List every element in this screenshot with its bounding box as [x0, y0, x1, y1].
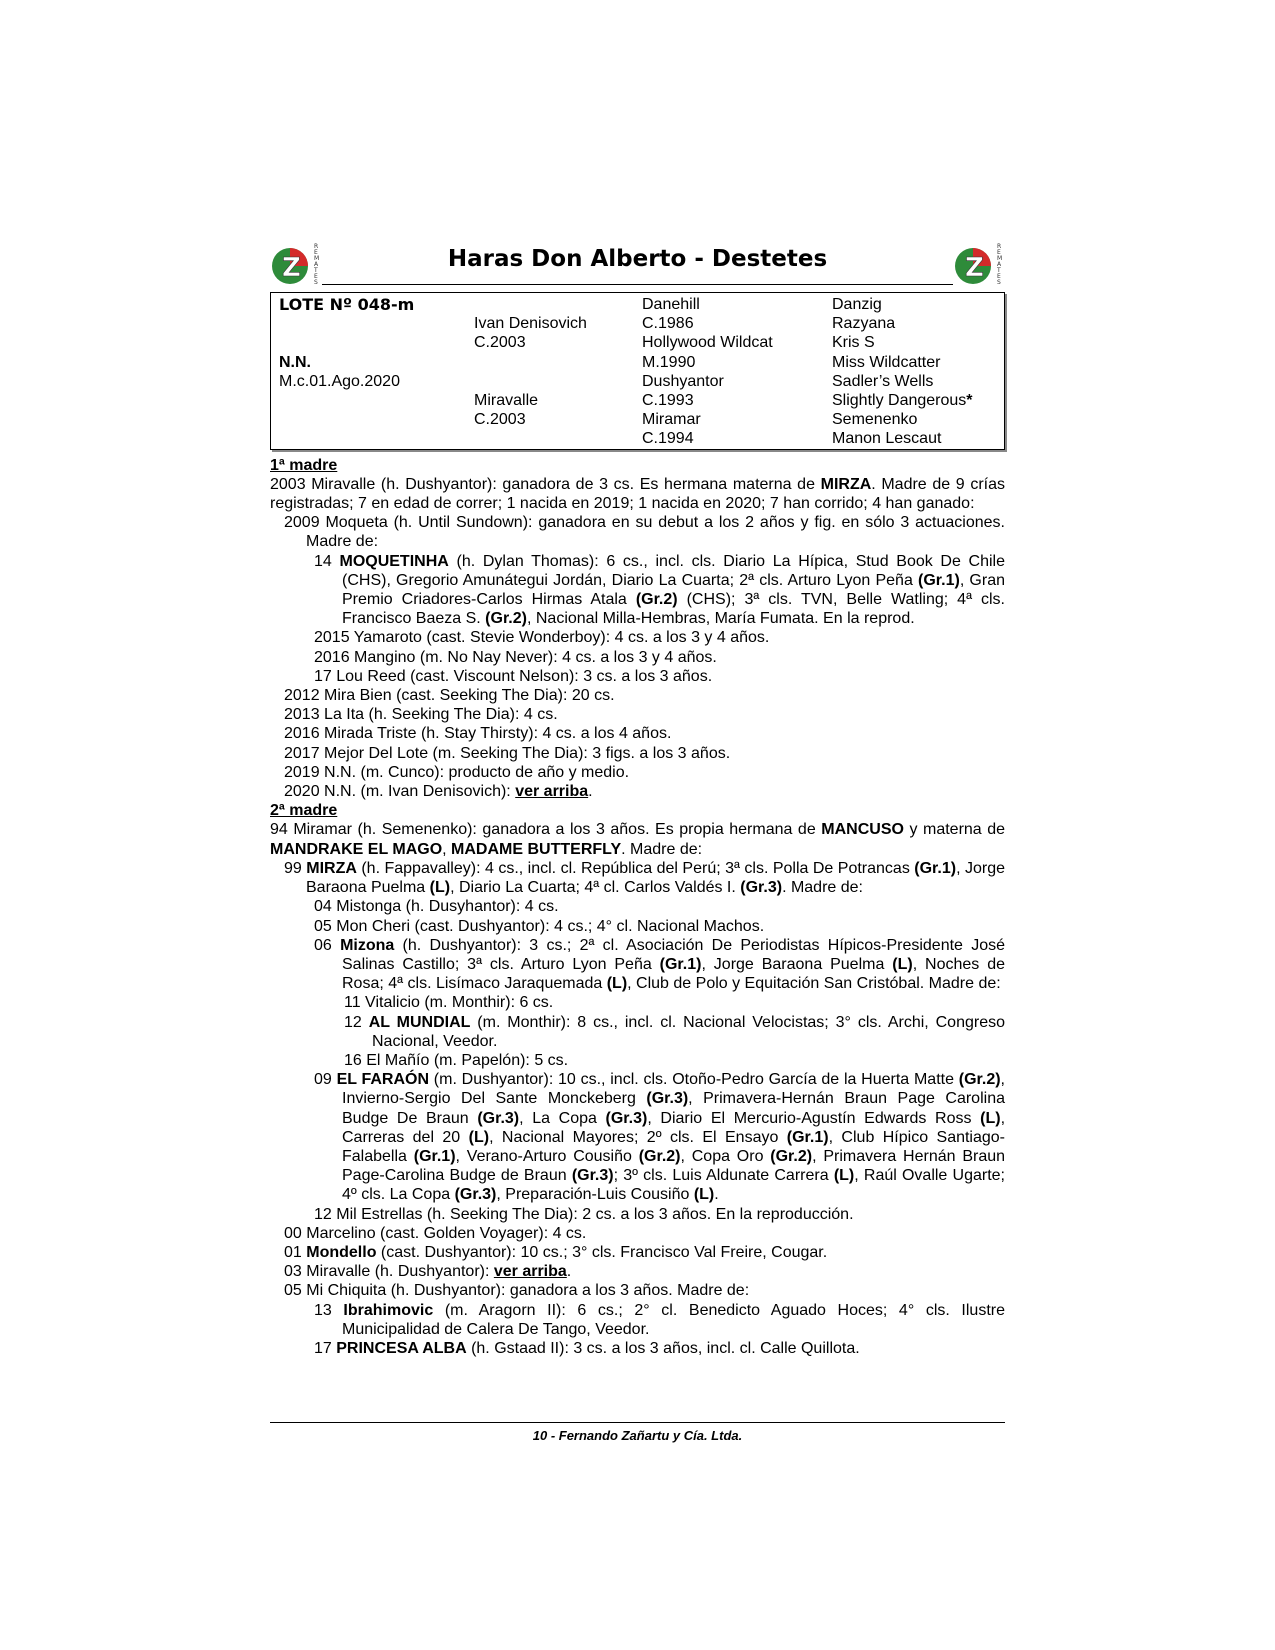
bold-text: MOQUETINHA	[339, 552, 449, 570]
bold-text: EL FARAÓN	[336, 1071, 430, 1089]
first-dam-heading: 1ª madre	[270, 456, 338, 474]
dam-name: Miravalle	[474, 392, 539, 410]
bold-text: (L)	[606, 975, 628, 993]
pedigree-cell: Slightly Dangerous*	[832, 392, 973, 410]
entry-text: 2009 Moqueta (h. Until Sundown): ganadora en su debut a los 2 años y fig. en sólo 3 actuaciones. Madre de:	[284, 514, 1005, 551]
bold-text: (Gr.3)	[477, 1109, 520, 1127]
pedigree-entry	[284, 763, 1005, 782]
entry-text: , Noches de Rosa; 4ª cls. Lisímaco Jaraquemada	[342, 955, 1005, 993]
bold-text: (L)	[833, 1167, 855, 1185]
logo-letters-left: R E M A T E S	[314, 243, 320, 286]
bold-text: (Gr.2)	[958, 1071, 1001, 1089]
entry-text: , Nacional Milla-Hembras, María Fumata. En la reprod.	[526, 610, 915, 628]
pedigree-entry	[270, 820, 1005, 858]
entry-text: . Madre de:	[621, 840, 703, 858]
pedigree-cell: Miramar	[642, 411, 701, 429]
entry-text: 04 Mistonga (h. Dusyhantor): 4 cs.	[314, 898, 559, 916]
entry-text: .	[566, 1263, 572, 1281]
pedigree-entry	[284, 513, 1005, 551]
bold-text: (Gr.1)	[918, 571, 960, 589]
pedigree-cell: Danzig	[832, 296, 882, 313]
bold-text: (Gr.3)	[571, 1167, 614, 1185]
entry-text: 09	[314, 1071, 337, 1089]
entry-text: 13	[314, 1301, 344, 1319]
bold-text: MIRZA	[306, 859, 357, 877]
bold-text: (Gr.3)	[740, 879, 783, 897]
entry-text: 2016 Mangino (m. No Nay Never): 4 cs. a los 3 y 4 años.	[314, 648, 717, 666]
footer-rule	[270, 1422, 1005, 1423]
entry-text: , Copa Oro	[680, 1147, 771, 1165]
entry-text: 12	[344, 1013, 369, 1031]
pedigree-entry	[314, 628, 1005, 647]
pedigree-entry	[284, 1262, 1005, 1281]
sire-name: Ivan Denisovich	[474, 315, 587, 333]
pedigree-entry	[344, 1013, 1005, 1051]
pedigree-cell: Sadler’s Wells	[832, 372, 934, 390]
entry-text: , Preparación-Luis Cousiño	[496, 1186, 694, 1204]
sire-year: C.2003	[474, 334, 526, 352]
pedigree-cell: Razyana	[832, 315, 896, 333]
bold-text: (Gr.2)	[638, 1147, 681, 1165]
entry-text: , Nacional Mayores; 2º cls. El Ensayo	[489, 1128, 787, 1146]
entry-text: y materna de	[903, 821, 1006, 839]
entry-text: .	[588, 783, 593, 801]
pedigree-entry	[284, 782, 1005, 801]
entry-text: .	[714, 1186, 719, 1204]
entry-text: 16 El Mañío (m. Papelón): 5 cs.	[344, 1051, 569, 1069]
page-title: Haras Don Alberto - Destetes	[447, 246, 828, 272]
entry-text: (cast. Dushyantor): 10 cs.; 3° cls. Francisco Val Freire, Cougar.	[376, 1243, 828, 1261]
entry-text: 2016 Mirada Triste (h. Stay Thirsty): 4 cs. a los 4 años.	[284, 725, 672, 743]
pedigree-entry	[284, 744, 1005, 763]
entry-text: 99	[284, 859, 307, 877]
entry-text: , Carreras del 20	[342, 1109, 1006, 1146]
pedigree-entry	[314, 897, 1005, 916]
entry-text: , Diario El Mercurio-Agustín Edwards Ross	[647, 1109, 981, 1127]
pedigree-entry	[314, 1205, 1005, 1224]
bold-text: (Gr.1)	[413, 1147, 456, 1165]
bold-text: (Gr.3)	[605, 1109, 648, 1127]
bold-text: AL MUNDIAL	[368, 1013, 471, 1031]
entry-text: . Madre de:	[782, 879, 863, 897]
entry-text: 2017 Mejor Del Lote (m. Seeking The Dia): 3 figs. a los 3 años.	[284, 744, 731, 762]
entry-text: (h. Dushyantor): 3 cs.; 2ª cl. Asociación De Periodistas Hípicos-Presidente José Salinas Castillo; 3ª cls. Arturo Lyon Peña	[342, 936, 1005, 973]
star-mark: *	[966, 392, 973, 410]
entry-text: , Gran Premio Criadores-Carlos Hirmas Atala	[342, 571, 1005, 609]
pedigree-cell: Miss Wildcatter	[832, 353, 941, 371]
entry-text: 06	[314, 936, 341, 954]
header-rule	[322, 284, 953, 285]
pedigree-entry	[314, 1070, 1005, 1204]
entry-text: , Club Hípico Santiago-Falabella	[342, 1128, 1006, 1165]
entry-text: (m. Aragorn II): 6 cs.; 2° cl. Benedicto Aguado Hoces; 4° cls. Ilustre Municipalidad de Calera De Tango, Veedor.	[342, 1301, 1005, 1338]
entry-text: 17 Lou Reed (cast. Viscount Nelson): 3 cs. a los 3 años.	[314, 667, 713, 685]
entry-text: (h. Dylan Thomas): 6 cs., incl. cls. Diario La Hípica, Stud Book De Chile (CHS), Gregorio Amunátegui Jordán, Diario La Cuarta; 2ª cls. Arturo Lyon Peña	[342, 552, 1006, 589]
pedigree-entry	[314, 917, 1005, 936]
foal-name: N.N.	[279, 353, 311, 371]
entry-text: (m. Monthir): 8 cs., incl. cl. Nacional Velocistas; 3° cls. Archi, Congreso Nacional, Veedor.	[372, 1013, 1006, 1050]
entry-text: 2012 Mira Bien (cast. Seeking The Dia): 20 cs.	[284, 687, 615, 705]
entry-text: 2013 La Ita (h. Seeking The Dia): 4 cs.	[284, 706, 558, 724]
entry-text: , Primavera-Hernán Braun Page Carolina Budge De Braun	[342, 1090, 1005, 1127]
entry-text: 2015 Yamaroto (cast. Stevie Wonderboy): 4 cs. a los 3 y 4 años.	[314, 629, 770, 647]
pedigree-entry	[284, 1243, 1005, 1262]
entry-text: 2020 N.N. (m. Ivan Denisovich):	[284, 783, 516, 801]
pedigree-cell: Kris S	[832, 334, 875, 352]
entry-text: 05 Mon Cheri (cast. Dushyantor): 4 cs.; 4° cl. Nacional Machos.	[314, 917, 765, 935]
bold-text: (Gr.2)	[635, 591, 678, 609]
pedigree-cell: M.1990	[642, 353, 696, 371]
pedigree-cell: Hollywood Wildcat	[642, 334, 773, 352]
bold-text: Mondello	[306, 1243, 377, 1261]
pedigree-entry	[270, 475, 1005, 513]
entry-text: 2019 N.N. (m. Cunco): producto de año y medio.	[284, 763, 630, 781]
entry-text: , Jorge Baraona Puelma	[306, 859, 1005, 897]
zr-logo-right	[953, 240, 1005, 288]
bold-text: (L)	[693, 1186, 715, 1204]
foal-sex-birth: M.c.01.Ago.2020	[279, 372, 400, 390]
bold-text: (L)	[429, 879, 451, 897]
pedigree-cell: C.1993	[642, 392, 694, 410]
logo-letters-right: R E M A T E S	[997, 243, 1003, 286]
pedigree-entry	[314, 648, 1005, 667]
second-dam-section	[270, 820, 1005, 1358]
pedigree-entry	[314, 667, 1005, 686]
cross-reference-link: ver arriba	[493, 1263, 567, 1281]
page	[270, 240, 1005, 1358]
entry-text: , Jorge Baraona Puelma	[701, 955, 893, 973]
page-header	[270, 240, 1005, 290]
bold-text: (Gr.1)	[786, 1128, 829, 1146]
entry-text: , Verano-Arturo Cousiño	[455, 1147, 639, 1165]
pedigree-cell: Danehill	[642, 296, 700, 313]
bold-text: Ibrahimovic	[343, 1301, 434, 1319]
dam-year: C.2003	[474, 411, 526, 429]
bold-text: (Gr.2)	[485, 610, 527, 628]
pedigree-entry	[314, 936, 1005, 994]
zr-logo-left	[270, 240, 322, 288]
entry-text: 01	[284, 1243, 307, 1261]
entry-text: , Raúl Ovalle Ugarte; 4º cls. La Copa	[342, 1167, 1005, 1204]
bold-text: MADAME BUTTERFLY	[451, 840, 622, 858]
entry-text: 12 Mil Estrellas (h. Seeking The Dia): 2 cs. a los 3 años. En la reproducción.	[314, 1205, 854, 1223]
entry-text: . Madre de 9 crías registradas; 7 en edad de correr; 1 nacida en 2019; 1 nacida en 2020; 7 han corrido; 4 han ganado:	[270, 475, 1005, 513]
bold-text: PRINCESA ALBA	[336, 1339, 467, 1357]
bold-text: (L)	[468, 1128, 490, 1146]
pedigree-entry	[284, 705, 1005, 724]
bold-text: (Gr.3)	[646, 1090, 689, 1108]
bold-text: (L)	[980, 1109, 1001, 1127]
pedigree-entry	[284, 859, 1005, 897]
pedigree-entry	[284, 1224, 1005, 1243]
pedigree-cell: Dushyantor	[642, 372, 724, 390]
cross-reference-link: ver arriba	[515, 783, 589, 801]
bold-text: MANCUSO	[821, 821, 904, 839]
entry-text: 00 Marcelino (cast. Golden Voyager): 4 cs.	[284, 1224, 587, 1242]
second-dam-heading: 2ª madre	[270, 802, 338, 820]
entry-text: , La Copa	[519, 1109, 606, 1127]
pedigree-cell: Semenenko	[832, 411, 918, 429]
pedigree-table	[270, 292, 1005, 450]
entry-text: 03 Miravalle (h. Dushyantor):	[284, 1263, 494, 1281]
pedigree-entry	[284, 724, 1005, 743]
entry-text: 11 Vitalicio (m. Monthir): 6 cs.	[344, 994, 554, 1012]
bold-text: MIRZA	[820, 475, 872, 493]
pedigree-entry	[344, 1051, 1005, 1070]
bold-text: (Gr.2)	[770, 1147, 813, 1165]
entry-text: , Club de Polo y Equitación San Cristóbal. Madre de:	[627, 975, 1001, 993]
lot-number: LOTE Nº 048-m	[279, 295, 415, 314]
pedigree-entry	[284, 686, 1005, 705]
entry-text: , Primavera Hernán Braun Page-Carolina Budge de Braun	[342, 1147, 1006, 1185]
pedigree-cell: C.1986	[642, 315, 694, 333]
entry-text: 05 Mi Chiquita (h. Dushyantor): ganadora a los 3 años. Madre de:	[284, 1282, 750, 1300]
entry-text: 17	[314, 1339, 337, 1357]
pedigree-cell: C.1994	[642, 430, 694, 448]
entry-text: (CHS); 3ª cls. TVN, Belle Watling; 4ª cls. Francisco Baeza S.	[342, 591, 1005, 628]
entry-text: (h. Gstaad II): 3 cs. a los 3 años, incl. cl. Calle Quillota.	[466, 1339, 860, 1357]
pedigree-entry	[314, 1339, 1005, 1358]
pedigree-entry	[284, 1281, 1005, 1300]
pedigree-cell: Manon Lescaut	[832, 430, 942, 448]
bold-text: Mizona	[340, 936, 395, 954]
bold-text: (Gr.1)	[659, 955, 702, 973]
page-footer: 10 - Fernando Zañartu y Cía. Ltda.	[532, 1428, 743, 1443]
entry-text: , Invierno-Sergio Del Sante Monckeberg	[342, 1071, 1005, 1108]
entry-text: (m. Dushyantor): 10 cs., incl. cls. Otoño-Pedro García de la Huerta Matte	[429, 1071, 959, 1089]
svg-text:Z: Z	[965, 253, 984, 283]
bold-text: (L)	[892, 955, 913, 973]
entry-text: , Diario La Cuarta; 4ª cl. Carlos Valdés I.	[450, 879, 741, 897]
bold-text: (Gr.1)	[914, 859, 957, 877]
entry-text: 14	[314, 552, 340, 570]
bold-text: (Gr.3)	[454, 1186, 497, 1204]
pedigree-entry	[314, 552, 1005, 629]
entry-text: ; 3º cls. Luis Aldunate Carrera	[613, 1167, 834, 1185]
entry-text: ,	[442, 840, 452, 858]
pedigree-entry	[314, 1301, 1005, 1339]
svg-text:Z: Z	[282, 253, 301, 283]
entry-text: 94 Miramar (h. Semenenko): ganadora a los 3 años. Es propia hermana de	[270, 821, 822, 839]
bold-text: MANDRAKE EL MAGO	[270, 840, 443, 858]
entry-text: 2003 Miravalle (h. Dushyantor): ganadora de 3 cs. Es hermana materna de	[270, 475, 821, 493]
entry-text: (h. Fappavalley): 4 cs., incl. cl. República del Perú; 3ª cls. Polla De Potrancas	[356, 859, 915, 877]
pedigree-entry	[344, 993, 1005, 1012]
first-dam-section	[270, 475, 1005, 801]
